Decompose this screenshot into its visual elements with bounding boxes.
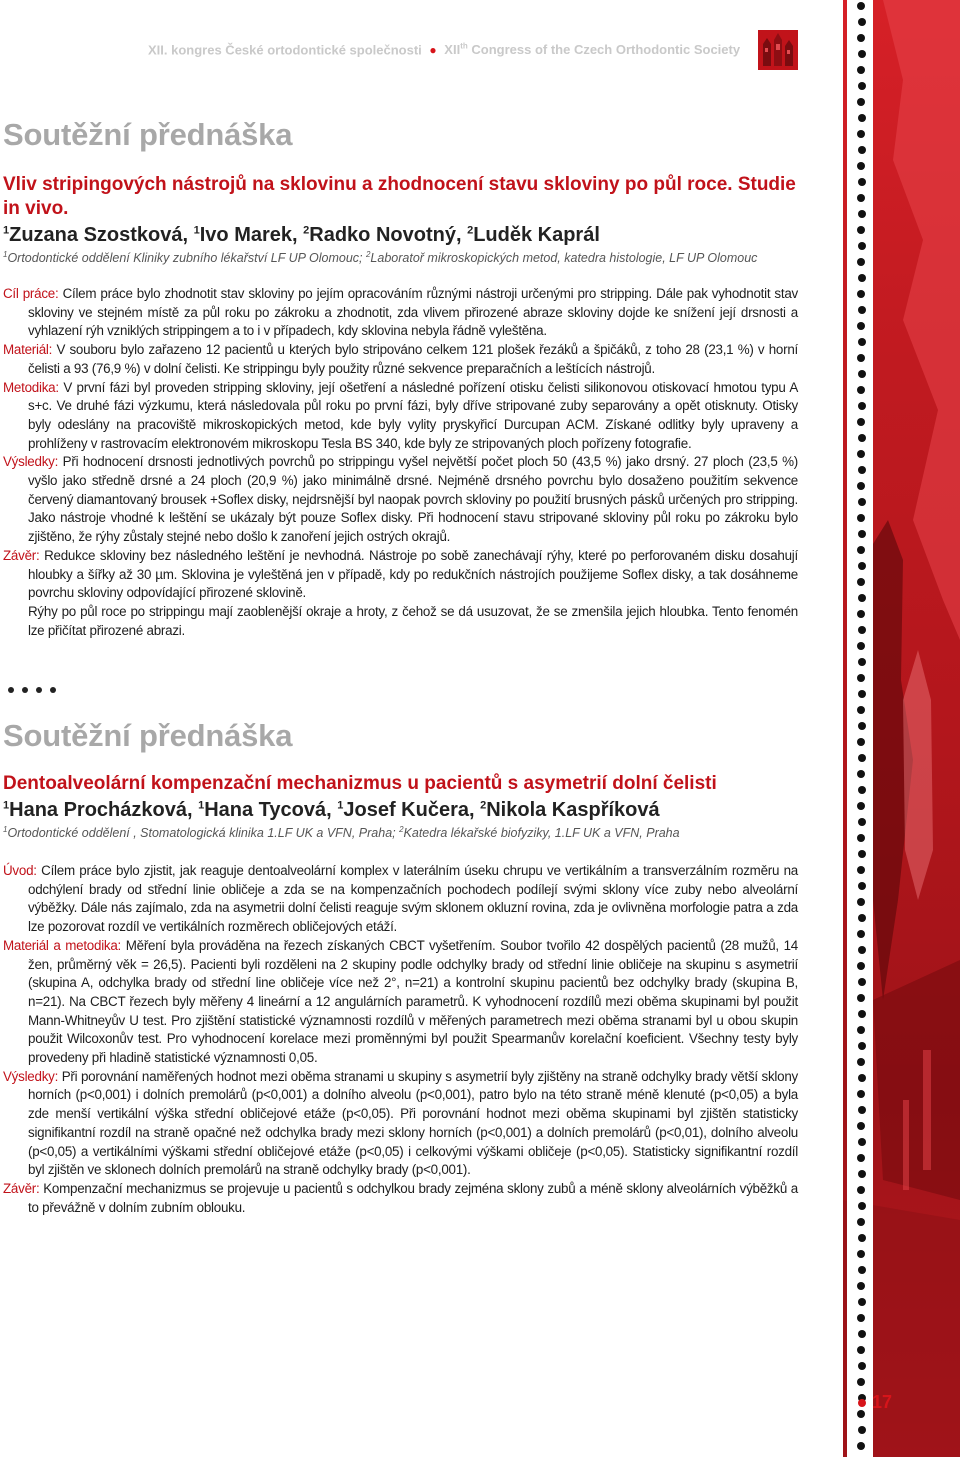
article2-affiliation: $^1$Ortodontické oddělení , Stomatologická klinika 1.LF UK a VFN, Praha; $^2$Katedra lékařské biofyziky, 1.LF UK a VFN, Praha (3, 825, 680, 841)
article1-body (3, 285, 798, 640)
congress-logo (758, 30, 798, 70)
dotted-border (847, 0, 873, 1457)
article1-title: Vliv stripingových nástrojů na sklovinu a zhodnocení stavu skloviny po půl roce. Studie in vivo. (3, 174, 796, 219)
congress-header (148, 42, 740, 57)
article1-method: Metodika: V první fázi byl proveden stripping skloviny, její ošetření a následné pořízení otisku čelisti silikonovou otiskovací hmotou typu A s+c. Ve druhé fázi výzkumu, která následovala půl roku po první fázi, byly dříve stripované zuby separovány a opět otisknuty. Otisky byly odeslány na pracoviště mikroskopických metod, kde byly vylity pryskyřicí Durcupan ACM. Získané odlitky byly upraveny a prohlíženy v rastrovacím elektronovém mikroskopu Tesla BS 340, kde byly ze stripovaných ploch pořízeny fotografie. (3, 379, 798, 451)
article1-material: Materiál: V souboru bylo zařazeno 12 pacientů u kterých bylo stripováno celkem 121 plošek řezáků a špičáků, z toho 28 (23,1 %) v horní čelisti a 93 (76,9 %) v dolní čelisti. Ke strippingu byly použity různé sekvence preparačních a leštících nástrojů. (3, 342, 798, 376)
article2-results: Výsledky: Při porovnání naměřených hodnot mezi oběma stranami u skupiny s asymetrií byly zjištěny na straně odchylky brady větší sklony horních (p<0,001) i dolních premolárů (p<0,001) a dolního alveolu (p<0,001), patro bylo na této straně méně klenuté (p<0,05) a byla zde menší vertikální výška střední obličejové etáže (p<0,05). Při porovnání hodnot mezi oběma skupinami byl zjištěn statisticky signifikantní rozdíl na straně opačné než odchylka brady mezi sklony horních (p<0,001) a dolních premolárů (p<0,01), dolního alveolu (p<0,05) a vertikálními výškami střední obličejové etáže (p<0,05) i celkovými výškami obličeje (p<0,05). Statisticky signifikantní rozdíl byl zjištěn ve sklonech dolních premolárů na straně odchylky brady (p<0,001). (3, 1068, 798, 1178)
castle-icon (758, 30, 798, 70)
article2-material-method: Materiál a metodika: Měření byla prováděna na řezech získaných CBCT vyšetřením. Soubor tvořilo 42 dospělých pacientů (28 mužů, 14 žen, průměrný věk = 26,5). Pacienti byli rozděleni na 2 skupiny podle odchylky brady od střední linie obličeje na skupinu s asymetrií (skupina A, odchylka brady od střední line obličeje více než 2°, n=21) a kontrolní skupinu pacientů bez odchylky brady (skupina B, n=21). Na CBCT řezech byly měřeny 4 lineární a 12 angulárních parametrů. K vyhodnocení rozdílů mezi oběma skupinami byl použit Mann-Whitneyův U test. Pro zjištění statistické významnosti rozdílů v měřených parametrech mezi oběma stranami byl u obou skupin použit Wilcoxonův test. Pro vyhodnocení korelace mezi proměnnými byl použit Spearmanův korelační koeficient. Všechny testy byly provedeny při hladině statistické významnosti 0,05. (3, 937, 798, 1066)
page-number: 17 (858, 1392, 892, 1413)
section-title-1: Soutěžní přednáška (3, 117, 293, 152)
section-title-2: Soutěžní přednáška (3, 718, 293, 753)
bullet-icon: ● (429, 43, 437, 58)
article1-aim: Cíl práce: Cílem práce bylo zhodnotit stav skloviny po jejím opracováním různými nástroji určenými pro stripping. Dále pak vyhodnotit stav skloviny ve stejném místě za půl roku po zákroku a zhodnotit, zda vlivem přirozené abraze skloviny dojde ke snížení její drsnosti a vyhlazení rýh vzniklých strippingem a to i v případech, kdy sklovina nebyla řádně vyleštěna. (3, 286, 798, 339)
header-english-title: XIIth Congress of the Czech Orthodontic Society (444, 42, 741, 58)
article2-body (3, 862, 798, 1217)
article2-intro: Úvod: Cílem práce bylo zjistit, jak reaguje dentoalveolární komplex v laterálním úseku chrupu ve vertikálním a transverzálním rozměru na odchýlení brady od střední linie obličeje a zda se na kompenzačních pochodech podílejí svými sklony více zuby nebo alveolární výběžky. Dále nás zajímalo, zda na asymetrii dolní čelisti reaguje svým sklonem okluzní rovina, zda je ovlivněna morfologie patra a zda lze pozorovat rozdíl ve vertikálních rozměrech obličejových etáží. (3, 863, 798, 935)
article2-conclusion: Závěr: Kompenzační mechanizmus se projevuje u pacientů s odchylkou brady zejména sklony zubů a méně sklony alveolárních výběžků a to převážně v dolním zubním oblouku. (3, 1180, 798, 1215)
article1-results: Výsledky: Při hodnocení drsnosti jednotlivých povrchů po strippingu vyšel největší počet ploch 50 (43,5 %) jako drsný. 27 ploch (23,5 %) vyšlo jako středně drsné a 24 ploch (20,9 %) jako minimálně drsné. Nejméně drsného povrchu bylo dosaženo použitím sekvence červený diamantovaný brousek +Soflex disky, nejdrsnější byl naopak povrch skloviny po použití brusných pásků určených pro stripping. Jako nástroje vhodné k leštění se ukázaly být pouze Soflex disky. Při hodnocení stavu stripované skloviny půl roku po zákroku bylo zjištěno, že rýhy zůstaly stejné nebo došlo k zanoření jejich ostrých okrajů. (3, 454, 798, 545)
article1-conclusion: Závěr: Redukce skloviny bez následného leštění je nevhodná. Nástroje po sobě zanechávají rýhy, které po perforovaném disku dosahují hloubky a šířky až 30 µm. Sklovina je vyleštěná jen v případě, kdy po redukčních nástrojích použijeme Soflex disky, a tak dosáhneme povrchu skloviny odpovídající přirozené sklovině. (3, 547, 798, 601)
header-czech-title: XII. kongres České ortodontické společnosti (148, 42, 422, 58)
separator-dots (8, 681, 64, 696)
article1-affiliation: $^1$Ortodontické oddělení Kliniky zubního lékařství LF UP Olomouc; $^2$Laboratoř mikroskopických metod, katedra histologie, LF UP Olomouc (3, 250, 758, 266)
article1-conclusion-2: Rýhy po půl roce po strippingu mají zaoblenější okraje a hroty, z čehož se dá usuzovat, že se zmenšila jejich hloubka. Tento fenomén lze přičítat přirozené abrazi. (28, 603, 798, 638)
article2-title: Dentoalveolární kompenzační mechanizmus u pacientů s asymetrií dolní čelisti (3, 773, 717, 794)
article2-authors: $^1$Hana Procházková, $^1$Hana Tycová, $^1$Josef Kučera, $^2$Nikola Kaspříková (3, 799, 660, 821)
article1-authors: $^1$Zuzana Szostková, $^1$Ivo Marek, $^2$Radko Novotný, $^2$Luděk Kaprál (3, 224, 600, 246)
